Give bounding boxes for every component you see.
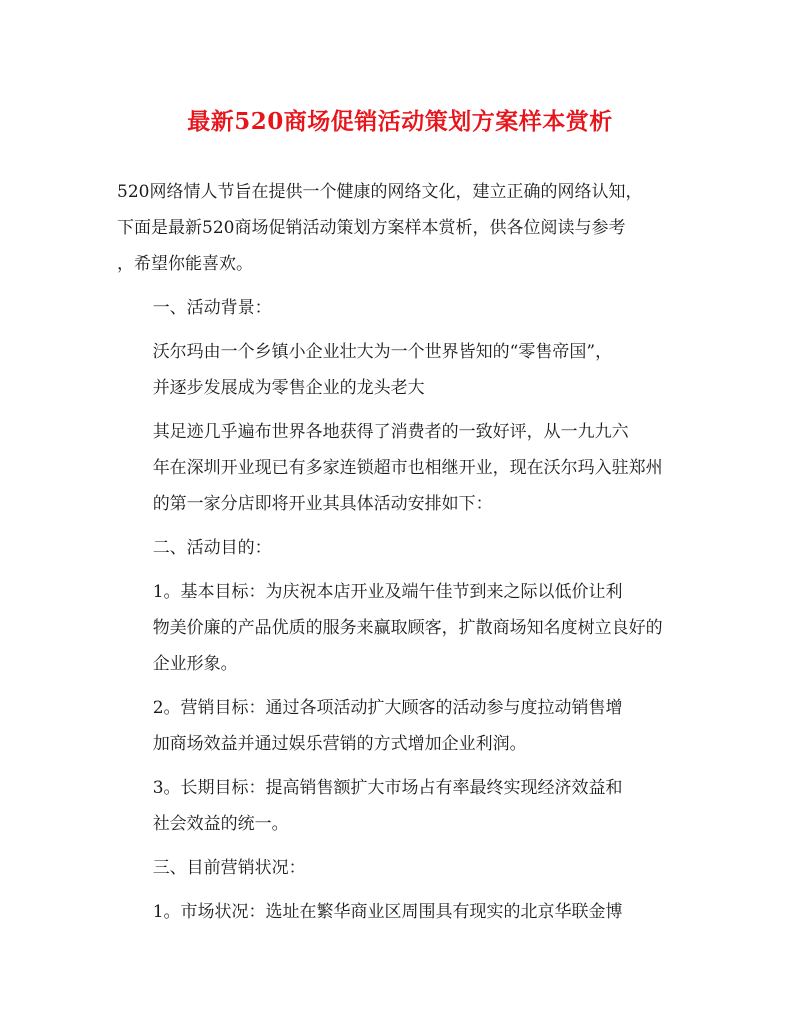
paragraph-line: 加商场效益并通过娱乐营销的方式增加企业利润。 (152, 734, 527, 754)
paragraph (117, 414, 683, 522)
paragraph (117, 174, 683, 282)
paragraph-line: 物美价廉的产品优质的服务来赢取顾客，扩散商场知名度树立良好的 (152, 618, 663, 638)
paragraph-line: 3。长期目标：提高销售额扩大市场占有率最终实现经济效益和 (152, 778, 623, 798)
paragraph-line: 1。市场状况：选址在繁华商业区周围具有现实的北京华联金博 (152, 902, 623, 922)
paragraph-line: 沃尔玛由一个乡镇小企业壮大为一个世界皆知的“零售帝国”， (152, 342, 613, 362)
paragraph-line: 下面是最新520商场促销活动策划方案样本赏析，供各位阅读与参考 (117, 218, 626, 238)
paragraph (117, 770, 683, 842)
paragraph-line: 并逐步发展成为零售企业的龙头老大 (152, 378, 425, 398)
paragraph (117, 574, 683, 682)
paragraph-line: 企业形象。 (152, 654, 238, 674)
paragraph (117, 530, 683, 566)
paragraph (117, 894, 683, 930)
paragraph-line: 社会效益的统一。 (152, 814, 289, 834)
paragraph-line: ，希望你能喜欢。 (117, 254, 253, 274)
paragraph (117, 334, 683, 406)
paragraph-line: 三、目前营销状况： (152, 858, 306, 878)
paragraph-line: 一、活动背景： (152, 298, 272, 318)
paragraph (117, 850, 683, 886)
paragraph-line: 其足迹几乎遍布世界各地获得了消费者的一致好评，从一九九六 (152, 422, 629, 442)
paragraph-line: 二、活动目的： (152, 538, 272, 558)
paragraph (117, 690, 683, 762)
paragraph-line: 年在深圳开业现已有多家连锁超市也相继开业，现在沃尔玛入驻郑州 (152, 458, 663, 478)
document-body (117, 174, 683, 938)
paragraph (117, 290, 683, 326)
paragraph-line: 2。营销目标：通过各项活动扩大顾客的活动参与度拉动销售增 (152, 698, 623, 718)
paragraph-line: 的第一家分店即将开业其具体活动安排如下： (152, 494, 493, 514)
paragraph-line: 520网络情人节旨在提供一个健康的网络文化，建立正确的网络认知， (117, 182, 643, 202)
document-title: 最新520商场促销活动策划方案样本赏析 (187, 108, 613, 135)
paragraph-line: 1。基本目标：为庆祝本店开业及端午佳节到来之际以低价让利 (152, 582, 623, 602)
